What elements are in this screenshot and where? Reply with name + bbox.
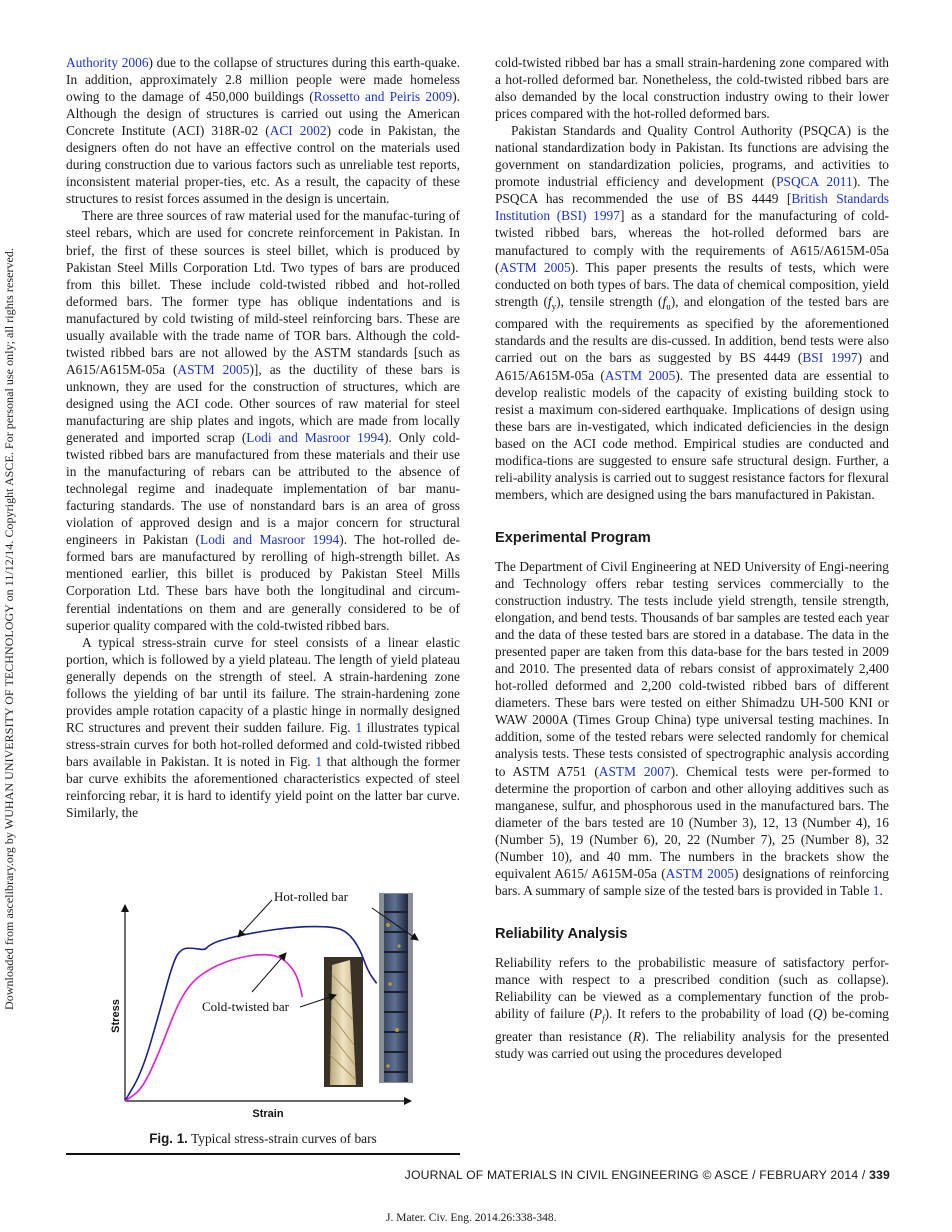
reference-link[interactable]: ASTM 2005 [177,361,250,377]
hot-rolled-label: Hot-rolled bar [274,889,349,904]
right-column [495,54,889,1062]
math-symbol: f [662,293,667,309]
text-run: ). The hot-rolled de-formed bars are manufactured by rerolling of high-strength billet. As mentioned earlier, this billet is produced by Pakistan Steel Mills Corporation Ltd. These bars have both the longitudinal and circum-ferential indentations on them and are generally considered to be of superior quality compared with the cold-twisted ribbed bars. [66,532,460,633]
math-symbol: R [632,1028,642,1044]
section-heading-experimental-program: Experimental Program [495,529,651,546]
text-run: There are three sources of raw material used for the manufac-turing of steel rebars, which are used for concrete reinforcement in Pakistan. In brief, the first of these sources is steel billet, which is produced by Pakistan Steel Mills Corporation Ltd. Two types of bars are produced from this billet. These include cold-twisted ribbed and hot-rolled deformed bars. The former type has oblique indentations and is manufactured by cold twisting of mild-steel reinforcing bars. These are usually available with the trade name of TOR bars. Although the cold-twisted ribbed bars are not allowed by the ASTM standards [such as A615/A615M-05a ( [66,208,460,377]
subscript: u [666,301,671,312]
text-run: . [879,882,883,898]
text-run: ) designations of reinforcing bars. A summary of sample size of the tested bars is provided in Table [495,865,889,898]
subscript: f [602,1013,605,1024]
text-run: ). The presented data are essential to develop realistic models of the capacity of existing building stock to resist a maximum con-sidered earthquake. Implications of design using these bars are in-vestigated, which indicated deficiencies in the design based on the ACI code method. Empirical studies are conducted and modifica-tions are suggested to ensure safe structural design. Further, a reli-ability analysis is carried out to suggest resistance factors for flexural members, which are designed using the bars manufactured in Pakistan. [495,367,889,502]
reference-link[interactable]: 1 [355,719,363,735]
reference-link[interactable]: British Standards Institution (BSI) 1997 [495,191,889,224]
text-run: ) and A615/A615M-05a ( [495,350,889,383]
figure-divider [66,1153,460,1155]
y-axis-label: Stress [110,999,122,1033]
text-run: ). The reliability analysis for the presented study was carried out using the procedures developed [495,1028,889,1061]
paragraph [66,207,460,633]
text-run: ), tensile strength ( [556,293,663,309]
text-run: ) code in Pakistan, the designers often do not have an effective control on the materials used during construction due to various factors such as unreliable test reports, inconsistent material proper-ties, etc. As a result, the capacity of these structures to resist forces assumed in the design is uncertain. [66,123,460,207]
reference-link[interactable]: ACI 2002 [269,123,327,139]
text-run: that although the former bar curve exhibits the aforementioned characteristics expected of steel reinforcing rebar, it is hard to identify yield point on the latter bar curve. Similarly, the [66,753,461,821]
cold-twisted-curve [125,955,302,1101]
paragraph [66,54,460,207]
text-run: ) be-coming greater than resistance ( [495,1006,889,1044]
figure-caption [66,1131,460,1147]
text-run: )], as the ductility of these bars is unknown, they are used for the construction of structures, which are designed using the ACI code. Other sources of raw material for steel manufacturing are ship plates and ingots, which are made from locally generated and imported scrap ( [66,361,460,446]
section-heading-reliability-analysis: Reliability Analysis [495,925,628,942]
reference-link[interactable]: ASTM 2005 [665,865,734,881]
text-run: Reliability refers to the probabilistic measure of satisfactory perfor-mance with respect to a prescribed condition (such as collapse). Reliability can be viewed as a complementary function of the prob-ability of failure ( [495,954,889,1022]
reference-link[interactable]: 1 [872,882,880,898]
figure-caption-label: Fig. 1. [149,1131,188,1146]
reference-link[interactable]: ASTM 2005 [499,259,571,275]
text-run: Pakistan Standards and Quality Control Authority (PSQCA) is the national standardization body in Pakistan. Its functions are advising the government on standardization policies, programs, and activities to promote industrial efficiency and development ( [495,123,889,190]
text-run: cold-twisted ribbed bar has a small strain-hardening zone compared with a hot-rolled deformed bar. Nonetheless, the cold-twisted ribbed bars are also demanded by the local construction industry owing to their lower prices compared with the hot-rolled deformed bars. [495,55,889,122]
cold-twisted-label: Cold-twisted bar [202,999,290,1014]
page-number: 339 [869,1168,890,1182]
cold-twisted-arrow-to-curve [252,953,286,992]
reference-link[interactable]: Authority 2006 [66,55,149,70]
journal-name: JOURNAL OF MATERIALS IN CIVIL ENGINEERING © ASCE / FEBRUARY 2014 / [404,1168,870,1182]
reference-link[interactable]: ASTM 2007 [598,763,671,779]
cold-twisted-bar-photo [324,957,363,1087]
text-run: ). The PSQCA has recommended the use of BS 4449 [ [495,174,890,207]
text-run: ). It refers to the probability of load ( [604,1006,813,1022]
paragraph [495,954,889,1062]
text-run: ). This paper presents the results of tests, which were conducted on both types of bars. The data of chemical composition, yield strength ( [495,259,889,309]
reference-link[interactable]: Lodi and Masroor 1994 [246,430,384,446]
reference-link[interactable]: Lodi and Masroor 1994 [200,532,340,548]
stress-strain-chart [66,880,460,1130]
subscript: y [551,301,557,312]
left-column [66,54,460,821]
text-run: ). Although the design of structures is carried out using the American Concrete Institute (ACI) 318R-02 ( [66,89,460,139]
paragraph [495,122,889,503]
x-axis-label: Strain [252,1108,284,1120]
figure-1 [66,880,460,1155]
figure-caption-text: Typical stress-strain curves of bars [187,1131,377,1146]
reference-link[interactable]: ASTM 2005 [604,367,676,383]
reference-link[interactable]: Rossetto and Peiris 2009 [313,89,453,105]
reference-link[interactable]: 1 [315,753,323,769]
paragraph [495,558,889,899]
paragraph [495,54,889,122]
reference-link[interactable]: BSI 1997 [802,350,858,366]
text-run: ) due to the collapse of structures during this earth-quake. In addition, approximately 2.8 million people were made homeless owing to the damage of 450,000 buildings ( [66,55,461,105]
hot-rolled-bar-photo [379,893,413,1083]
citation-line: J. Mater. Civ. Eng. 2014.26:338-348. [386,1212,557,1224]
math-symbol: P [593,1006,603,1022]
page-footer [405,1168,890,1182]
math-symbol: Q [812,1006,823,1022]
text-run: ). Only cold-twisted ribbed bars are manufactured from these materials and their use in the manufacturing of rebars can be attributed to the absence of technolegal regime and inadequate implementation of bar manu-facturing standards. The use of nonstandard bars is an area of gross violation of approved design and is a major concern for structural engineers in Pakistan ( [66,430,460,548]
text-run: The Department of Civil Engineering at NED University of Engi-neering and Technology offers rebar testing services commercially to the construction industry. The tests include yield strength, tensile strength, elongation, and bend tests. Thousands of bar samples are tested each year and the data of these tested bars are stored in a database. The data in the presented paper are taken from this data-base for the bars tested in 2009 and 2010. The presented data of rebars consist of approximately 2,400 hot-rolled deformed and 2,200 cold-twisted ribbed bars of different diameters. These bars were tested on either Shimadzu UH-500 KNI or WAW 2000A (Times Group China) type universal testing machines. In addition, some of the tested rebars were selected randomly for chemical analysis tests. These tests consisted of spectrographic analysis according to ASTM A751 ( [495,558,889,779]
text-run: ] as a standard for the manufacturing of cold-twisted ribbed bars, whereas the hot-rolled deformed bars are manufactured to comply with the requirements of A615/A615M-05a ( [495,208,889,275]
text-run: illustrates typical stress-strain curves for both hot-rolled deformed and cold-twisted ribbed bars available in Pakistan. It is noted in Fig. [66,719,460,769]
text-run: A typical stress-strain curve for steel consists of a linear elastic portion, which is followed by a yield plateau. The length of yield plateau generally depends on the strength of steel. A strain-hardening zone follows the yielding of bar until its failure. The strain-hardening zone provides ample rotation capacity of a plastic hinge in normally designed RC structures and prevent their sudden failure. Fig. [66,634,460,735]
paragraph [66,634,460,822]
text-run: ), and elongation of the tested bars are compared with the requirements as specified by the aforementioned standards and the results are dis-cussed. In addition, bend tests were also carried out on the bars as suggested by BS 4449 ( [495,293,889,366]
reference-link[interactable]: PSQCA 2011 [776,174,853,190]
download-watermark: Downloaded from ascelibrary.org by WUHAN UNIVERSITY OF TECHNOLOGY on 11/12/14. Copyright ASCE. For personal use only; all rights reserved. [2,247,16,1010]
text-run: ). Chemical tests were per-formed to determine the proportion of carbon and other alloying additives such as manganese, sulfur, and phosphorous used in the manufactured bars. The diameter of the bars tested are 10 (Number 3), 12, 13 (Number 4), 16 (Number 5), 19 (Number 6), 20, 22 (Number 7), 25 (Number 8), 32 (Number 10), and 40 mm. The numbers in the brackets show the equivalent A615/ A615M-05a ( [495,763,889,881]
math-symbol: f [547,293,552,309]
